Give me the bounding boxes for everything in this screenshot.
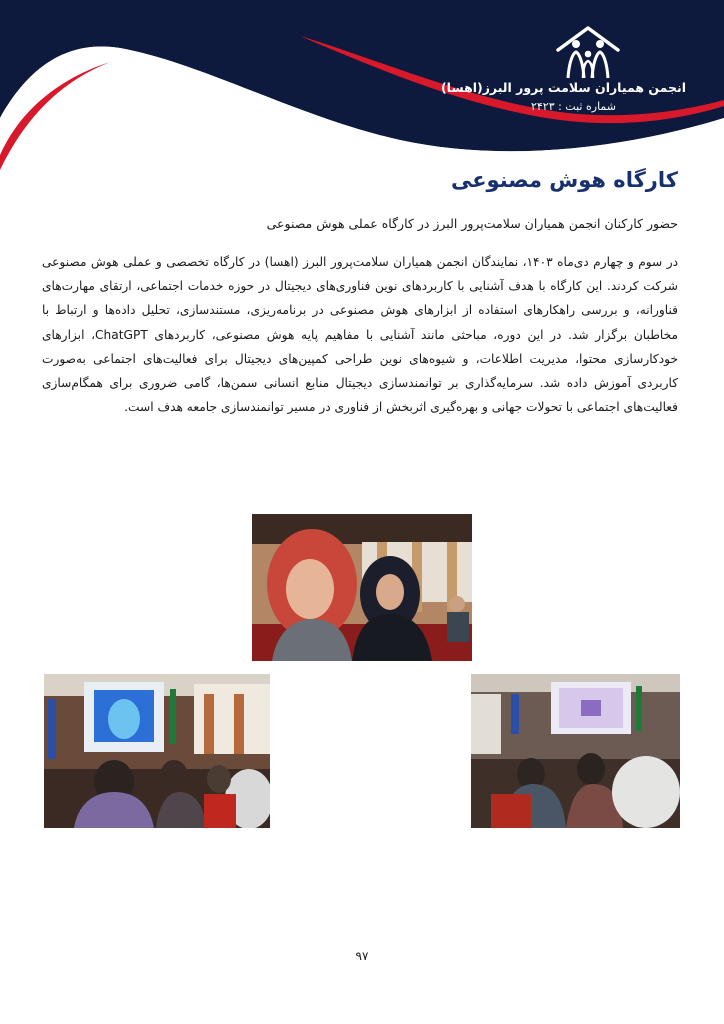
page-number: ۹۷ [355,949,369,963]
organization-name: انجمن همیاران سلامت پرور البرز(اهسا) [440,80,686,95]
registration-number: شماره ثبت : ۲۴۲۳ [530,100,616,113]
organization-logo [552,24,624,80]
workshop-audience-left-photo [44,674,270,828]
page-title: کارگاه هوش مصنوعی [450,168,678,192]
page-subtitle: حضور کارکنان انجمن همیاران سلامت‌پرور البرز در کارگاه عملی هوش مصنوعی [266,216,678,231]
header-banner [0,0,724,175]
body-paragraph: در سوم و چهارم دی‌ماه ۱۴۰۳، نمایندگان انجمن همیاران سلامت‌پرور البرز (اهسا) در کارگاه تخصصی و عملی هوش مصنوعی شرکت کردند. این کارگاه با هدف آشنایی با کاربردهای نوین فناوری‌های دیجیتال در حوزه خدمات اجتماعی، ارتقای مهارت‌های فناورانه، و بررسی راهکارهای استفاده از ابزارهای هوش مصنوعی در برنامه‌ریزی، مستندسازی، تحلیل داده‌ها و ارتباط با مخاطبان برگزار شد. در این دوره، مباحثی مانند آشنایی با مفاهیم پایه هوش مصنوعی، کاربردهای ChatGPT، ابزارهای خودکارسازی محتوا، مدیریت اطلاعات، و شیوه‌های نوین طراحی کمپین‌های دیجیتال برای فعالیت‌های اجتماعی به‌صورت کاربردی آموزش داده شد. سرمایه‌گذاری بر توانمندسازی دیجیتال منابع انسانی سمن‌ها، گامی ضروری برای همگام‌سازی فعالیت‌های اجتماعی با تحولات جهانی و بهره‌گیری اثربخش از فناوری در مسیر توانمندسازی جامعه هدف است. [42,255,679,415]
workshop-selfie-photo [252,514,472,661]
workshop-audience-right-photo [471,674,680,828]
